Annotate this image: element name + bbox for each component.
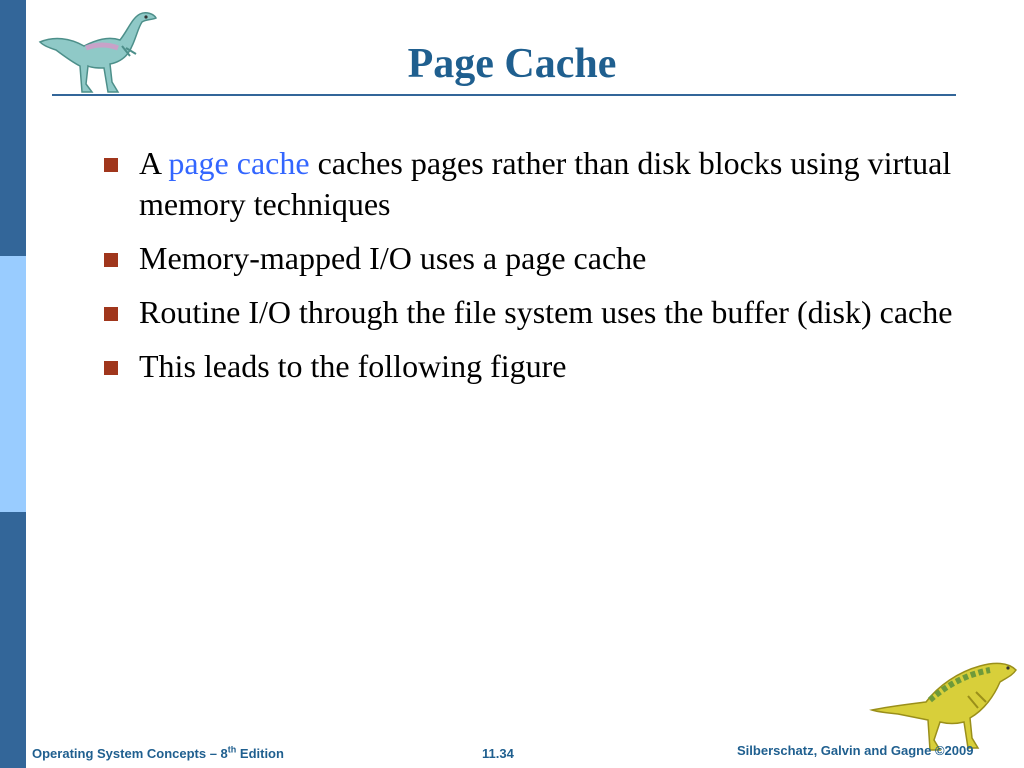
bullet-text: Routine I/O through the file system uses the buffer (disk) cache [139,294,953,330]
bullet-text: Memory-mapped I/O uses a page cache [139,240,647,276]
bullet-text-start: A [139,145,169,181]
bullet-square-icon [104,253,118,267]
bullet-square-icon [104,158,118,172]
bullet-item [104,238,1004,279]
sidebar-highlight-band [0,256,26,512]
title-underline [52,94,956,96]
term-highlight: page cache [168,145,310,181]
bullet-item [104,143,1004,225]
footer-slide-number: 11.34 [482,746,514,761]
bullet-text-end: caches pages rather than disk blocks using virtual memory techniques [139,145,952,222]
footer-authors: Silberschatz, Galvin and Gagne ©2009 [737,743,974,758]
bullet-item [104,292,1004,333]
footer-book-title-prefix: Operating System Concepts – 8 [32,746,228,761]
bullet-square-icon [104,307,118,321]
bullet-square-icon [104,361,118,375]
bullet-item [104,346,1004,387]
footer-book-title [32,745,284,763]
bullet-text: This leads to the following figure [139,348,567,384]
footer-edition-superscript: th [227,744,237,755]
dinosaur-icon [868,656,1020,756]
slide-title: Page Cache [407,41,617,87]
footer-book-title-suffix: Edition [236,746,284,761]
bullet-list [104,143,1004,400]
